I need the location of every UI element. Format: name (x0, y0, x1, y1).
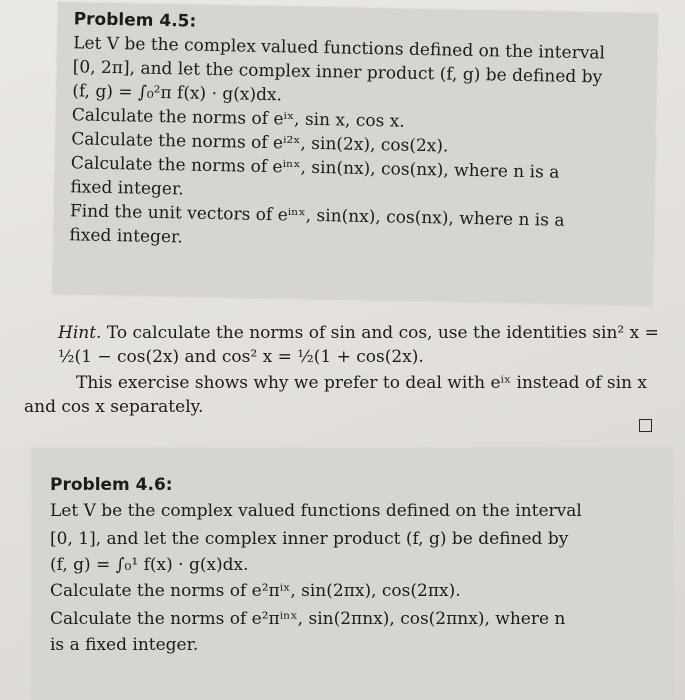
hint-line-4: and cos x separately. (24, 397, 204, 417)
problem-4-6-line-2: [0, 1], and let the complex inner product (f, g) be defined by (50, 529, 569, 549)
end-of-proof-square-icon (639, 419, 652, 432)
problem-4-5-box (52, 2, 657, 305)
hint-line-2: ½(1 − cos(2x) and cos² x = ½(1 + cos(2x). (58, 347, 424, 367)
problem-4-5-title: Problem 4.5: (73, 9, 197, 32)
problem-4-5-line-8: Find the unit vectors of eⁱⁿˣ, sin(nx), cos(nx), where n is a (69, 201, 565, 231)
problem-4-5-line-1: Let V be the complex valued functions defined on the interval (73, 33, 606, 64)
problem-4-5-line-7: fixed integer. (70, 177, 184, 200)
problem-4-5-line-2: [0, 2π], and let the complex inner product (f, g) be defined by (72, 57, 603, 88)
hint-line-1: To calculate the norms of sin and cos, use the identities sin² x = (106, 323, 659, 343)
problem-4-5-line-4: Calculate the norms of eⁱˣ, sin x, cos x. (71, 105, 405, 132)
problem-4-5-line-3: (f, g) = ∫₀²π f(x) · g(x)dx. (72, 81, 283, 106)
hint-line-3: This exercise shows why we prefer to deal with eⁱˣ instead of sin x (76, 373, 648, 393)
hint-label: Hint. (58, 323, 102, 343)
problem-4-6-title: Problem 4.6: (50, 475, 173, 495)
problem-4-6-box (32, 448, 672, 700)
problem-4-6-line-5: Calculate the norms of e²πⁱⁿˣ, sin(2πnx), cos(2πnx), where n (50, 609, 566, 629)
problem-4-5-line-5: Calculate the norms of eⁱ²ˣ, sin(2x), cos(2x). (71, 129, 449, 157)
problem-4-6-line-4: Calculate the norms of e²πⁱˣ, sin(2πx), cos(2πx). (50, 581, 461, 601)
problem-4-6-line-6: is a fixed integer. (50, 635, 199, 655)
problem-4-5-line-9: fixed integer. (69, 225, 183, 248)
problem-4-6-line-3: (f, g) = ∫₀¹ f(x) · g(x)dx. (50, 555, 249, 575)
problem-4-5-line-6: Calculate the norms of eⁱⁿˣ, sin(nx), cos(nx), where n is a (70, 153, 560, 183)
problem-4-6-line-1: Let V be the complex valued functions defined on the interval (50, 501, 582, 521)
